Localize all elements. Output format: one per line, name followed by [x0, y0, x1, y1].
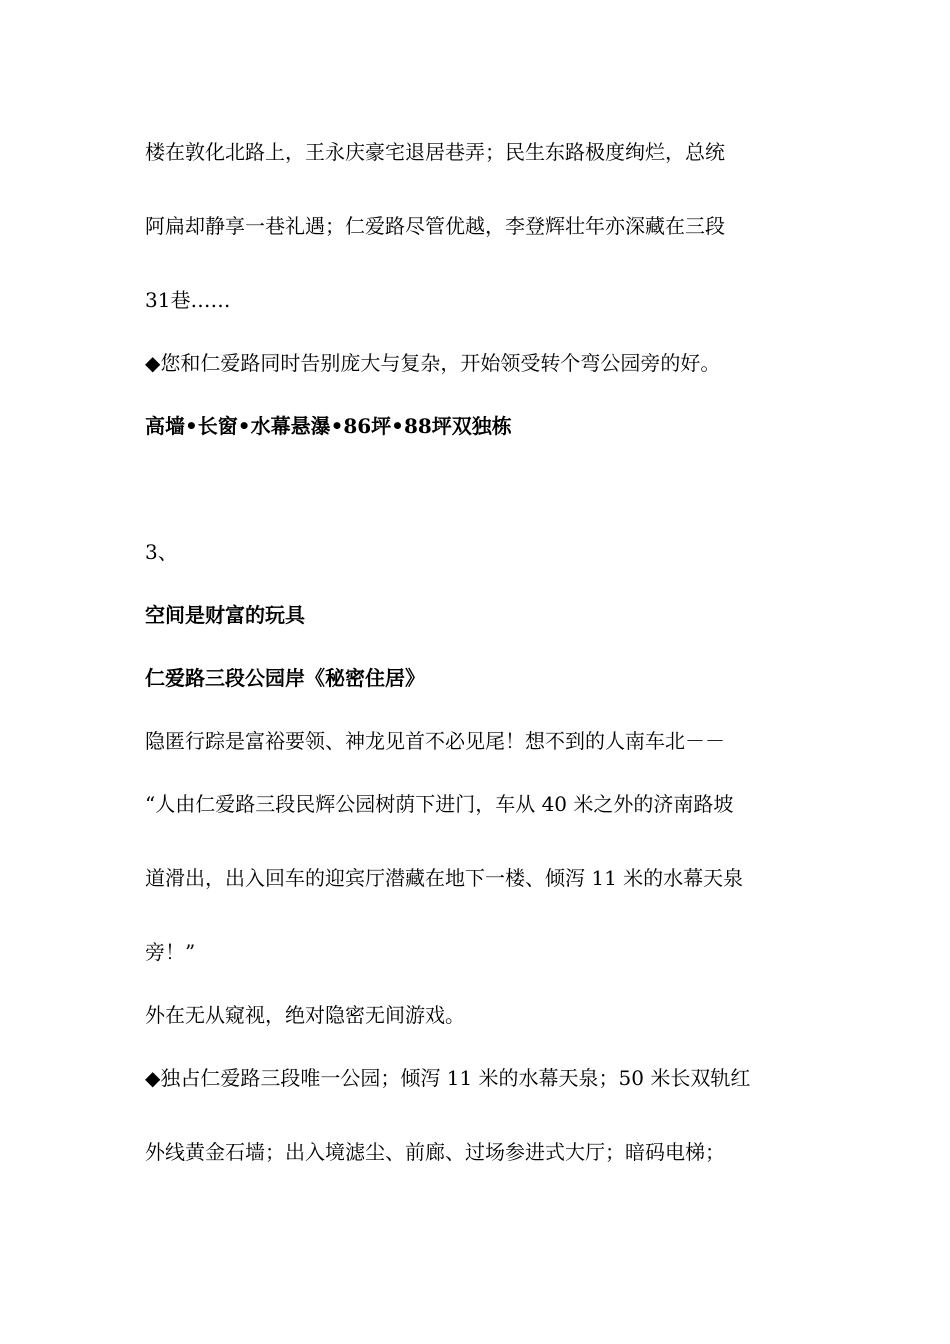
- section-title: 空间是财富的玩具: [145, 603, 305, 627]
- section-subtitle: 仁爱路三段公园岸《秘密住居》: [145, 666, 425, 690]
- paragraph-line: 外在无从窥视，绝对隐密无间游戏。: [145, 1003, 465, 1027]
- paragraph-line: 阿扁却静享一巷礼遇；仁爱路尽管优越，李登辉壮年亦深藏在三段: [145, 214, 725, 238]
- section-number: 3、: [145, 540, 178, 564]
- paragraph-line: 外线黄金石墙；出入境滤尘、前廊、过场参进式大厅；暗码电梯；: [145, 1140, 725, 1164]
- paragraph-line: 隐匿行踪是富裕要领、神龙见首不必见尾！想不到的人南车北－－: [145, 729, 725, 753]
- paragraph-line: 道滑出，出入回车的迎宾厅潜藏在地下一楼、倾泻 11 米的水幕天泉: [145, 866, 744, 890]
- feature-heading: 高墙•长窗•水幕悬瀑•86坪•88坪双独栋: [145, 414, 512, 438]
- bullet-line: ◆独占仁爱路三段唯一公园；倾泻 11 米的水幕天泉；50 米长双轨红: [145, 1066, 751, 1090]
- paragraph-line: 旁！”: [145, 940, 196, 964]
- paragraph-line: 31巷……: [145, 288, 231, 312]
- paragraph-line: 楼在敦化北路上，王永庆豪宅退居巷弄；民生东路极度绚烂，总统: [145, 140, 725, 164]
- bullet-line: ◆您和仁爱路同时告别庞大与复杂，开始领受转个弯公园旁的好。: [145, 351, 721, 375]
- paragraph-line: “人由仁爱路三段民辉公园树荫下进门，车从 40 米之外的济南路坡: [145, 792, 734, 816]
